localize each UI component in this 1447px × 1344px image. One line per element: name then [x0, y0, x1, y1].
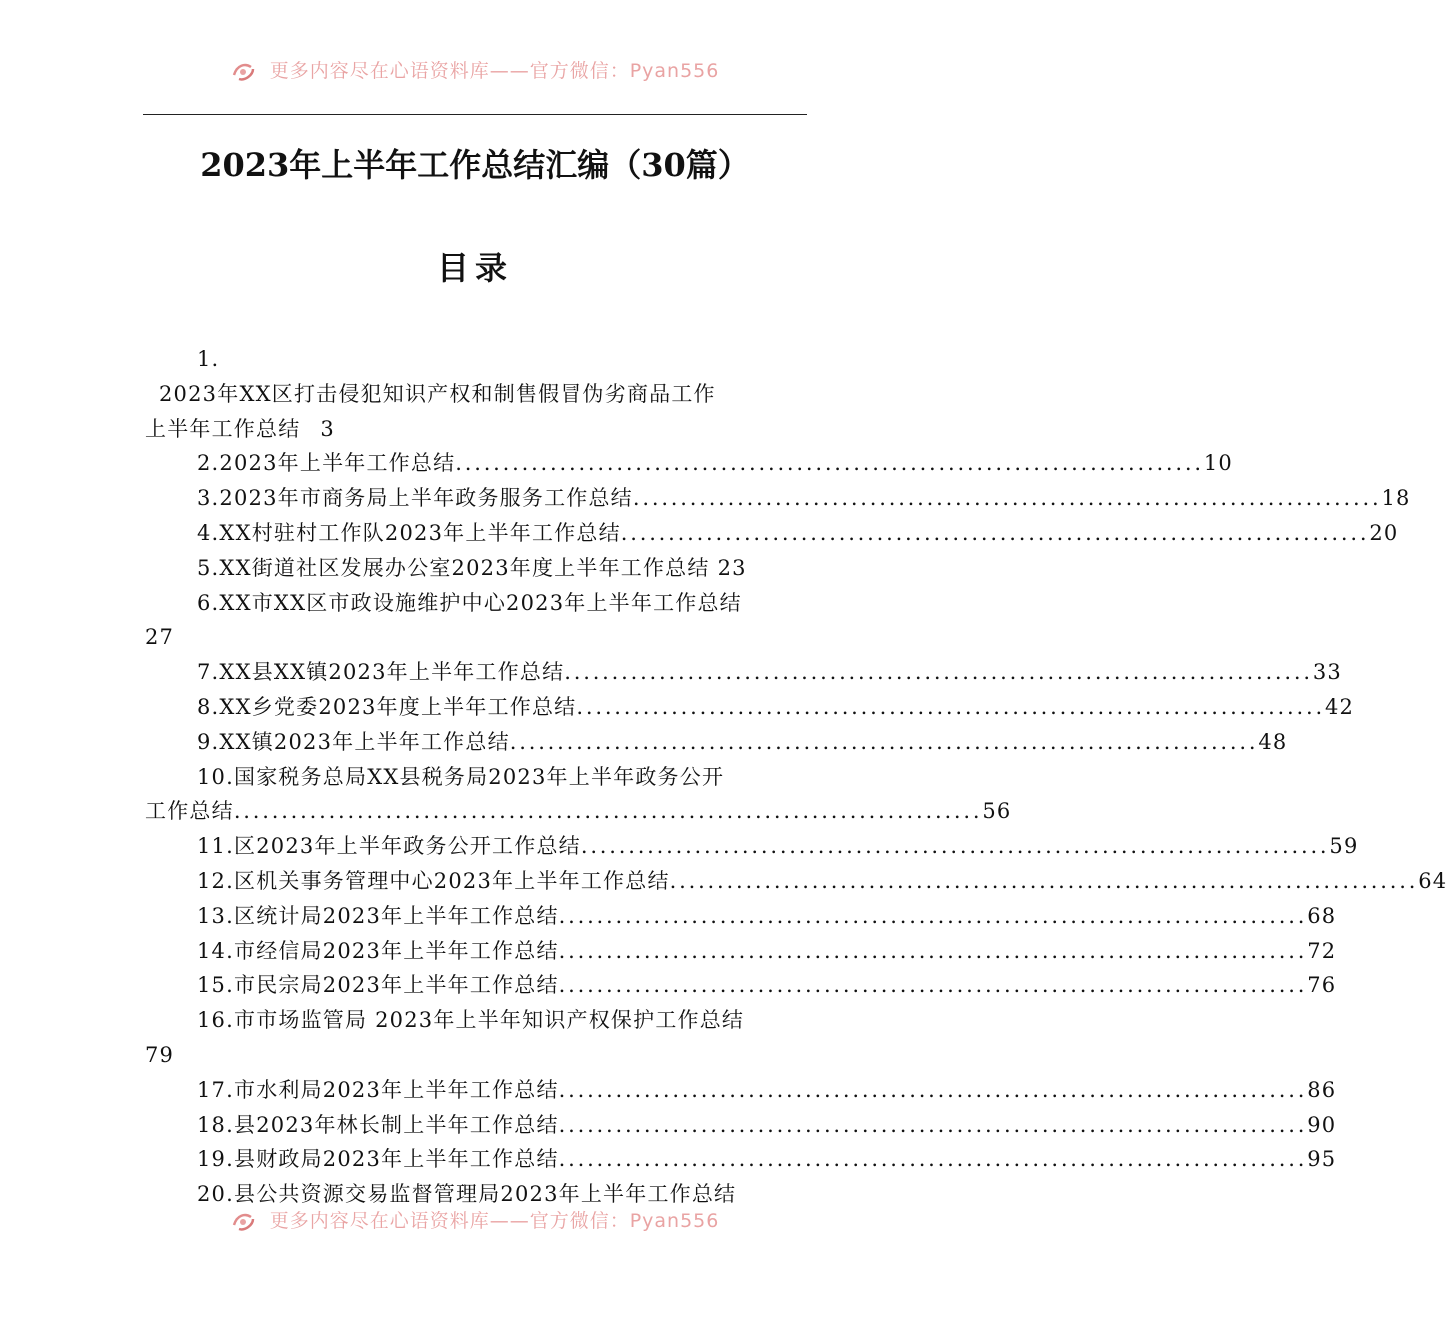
toc-entry-1-title: 上半年工作总结 — [145, 416, 301, 441]
toc-leader: ............................................................................... — [558, 1112, 1308, 1137]
toc-entry-title: 9.XX镇2023年上半年工作总结 — [197, 729, 510, 754]
header-rule — [143, 114, 807, 115]
toc-entry-13[interactable] — [145, 899, 1337, 934]
toc-entry-title: 16.市市场监管局 2023年上半年知识产权保护工作总结 — [197, 1008, 745, 1033]
toc-entry-16-page-line[interactable] — [145, 1038, 807, 1073]
toc-entry-title: 19.县财政局2023年上半年工作总结 — [197, 1147, 559, 1172]
toc-page-number: 10 — [1203, 451, 1233, 476]
footer-watermark — [0, 1206, 950, 1236]
toc-entry-2[interactable] — [145, 446, 1233, 481]
toc-page-number: 79 — [145, 1042, 175, 1067]
toc-page-number: 20 — [1369, 520, 1399, 545]
toc-entry-1-line1[interactable]: 2023年XX区打击侵犯知识产权和制售假冒伪劣商品工作 — [159, 381, 716, 406]
toc-entry-title: 20.县公共资源交易监督管理局2023年上半年工作总结 — [197, 1182, 737, 1207]
toc-page-number: 48 — [1258, 729, 1288, 754]
toc-page-number: 68 — [1307, 903, 1337, 928]
toc-entry-4[interactable] — [145, 516, 1399, 551]
toc-entry-9[interactable] — [145, 725, 1288, 760]
toc-entry-3[interactable] — [145, 481, 1411, 516]
toc-leader: ............................................................................... — [233, 799, 983, 824]
header-watermark — [0, 56, 950, 86]
toc-entry-title: 4.XX村驻村工作队2023年上半年工作总结 — [197, 520, 621, 545]
toc-entry-title: 5.XX街道社区发展办公室2023年度上半年工作总结 — [197, 555, 710, 580]
toc-entry-15[interactable] — [145, 968, 1337, 1003]
toc-page-number: 33 — [1312, 660, 1342, 685]
toc-page-number: 18 — [1381, 486, 1411, 511]
toc-entry-title: 8.XX乡党委2023年度上半年工作总结 — [197, 694, 577, 719]
toc-page-number: 27 — [145, 625, 175, 650]
toc-entry-title: 12.区机关事务管理中心2023年上半年工作总结 — [197, 868, 670, 893]
toc-entry-5[interactable] — [145, 551, 807, 586]
toc-leader: ............................................................................... — [669, 868, 1419, 893]
toc-entry-12[interactable] — [145, 864, 1447, 899]
toc-leader: ............................................................................... — [558, 938, 1308, 963]
toc-page-number: 90 — [1307, 1112, 1337, 1137]
document-title: 2023年上半年工作总结汇编（30篇） — [200, 146, 750, 184]
toc-leader: ............................................................................... — [632, 486, 1382, 511]
toc-entry-title: 14.市经信局2023年上半年工作总结 — [197, 938, 559, 963]
toc-entry-6-page-line[interactable] — [145, 620, 807, 655]
toc-entry-title: 3.2023年市商务局上半年政务服务工作总结 — [197, 486, 633, 511]
toc-entry-title: 6.XX市XX区市政设施维护中心2023年上半年工作总结 — [197, 590, 742, 615]
toc-entry-10-line2[interactable] — [145, 794, 1012, 829]
toc-entry-title: 工作总结 — [145, 799, 234, 824]
toc-entry-10-line1[interactable]: 10.国家税务总局XX县税务局2023年上半年政务公开 — [197, 764, 725, 789]
toc-entry-18[interactable] — [145, 1108, 1337, 1143]
toc-page-number: 95 — [1307, 1147, 1337, 1172]
toc-entry-title: 2.2023年上半年工作总结 — [197, 451, 456, 476]
toc-leader: ............................................................................... — [455, 451, 1204, 476]
toc-entry-title: 18.县2023年林长制上半年工作总结 — [197, 1112, 559, 1137]
watermark-text: 更多内容尽在心语资料库——官方微信：Pyan556 — [269, 1210, 720, 1232]
toc-entry-7[interactable] — [145, 655, 1342, 690]
toc-leader: ............................................................................... — [558, 973, 1308, 998]
watermark-text: 更多内容尽在心语资料库——官方微信：Pyan556 — [269, 60, 720, 82]
toc-leader: ............................................................................... — [509, 729, 1259, 754]
toc-page-number: 72 — [1307, 938, 1337, 963]
toc-entry-19[interactable] — [145, 1142, 1337, 1177]
toc-entry-1-line2[interactable] — [145, 412, 807, 447]
toc-entry-title: 17.市水利局2023年上半年工作总结 — [197, 1077, 559, 1102]
toc-leader: ............................................................................... — [576, 694, 1325, 719]
toc-leader: ............................................................................... — [558, 903, 1308, 928]
toc-entry-6[interactable] — [145, 586, 807, 621]
table-of-contents — [145, 342, 1447, 1212]
toc-entry-1-number[interactable]: 1. — [197, 347, 220, 371]
toc-entry-17[interactable] — [145, 1073, 1337, 1108]
watermark-logo-icon — [231, 1211, 257, 1233]
toc-entry-title: 13.区统计局2023年上半年工作总结 — [197, 903, 559, 928]
toc-page-number: 42 — [1324, 694, 1355, 719]
toc-leader: ............................................................................... — [558, 1147, 1308, 1172]
toc-entry-title: 11.区2023年上半年政务公开工作总结 — [197, 834, 581, 859]
toc-page-number: 64 — [1418, 868, 1447, 893]
toc-page-number: 56 — [982, 799, 1012, 824]
toc-entry-14[interactable] — [145, 934, 1337, 969]
toc-entry-16[interactable] — [145, 1003, 807, 1038]
toc-page-number: 76 — [1307, 973, 1337, 998]
toc-heading: 目录 — [436, 249, 513, 287]
toc-entry-title: 7.XX县XX镇2023年上半年工作总结 — [197, 660, 565, 685]
watermark-logo-icon — [231, 61, 257, 83]
toc-leader: ............................................................................... — [620, 520, 1370, 545]
toc-page-number: 86 — [1307, 1077, 1337, 1102]
toc-leader: ............................................................................... — [564, 660, 1313, 685]
toc-entry-1-page: 3 — [320, 416, 335, 441]
toc-page-number: 23 — [717, 555, 747, 580]
toc-entry-11[interactable] — [145, 829, 1359, 864]
toc-leader: ............................................................................... — [580, 834, 1330, 859]
toc-leader: ............................................................................... — [558, 1077, 1308, 1102]
toc-entry-8[interactable] — [145, 690, 1355, 725]
toc-page-number: 59 — [1329, 834, 1359, 859]
toc-entry-title: 15.市民宗局2023年上半年工作总结 — [197, 973, 559, 998]
